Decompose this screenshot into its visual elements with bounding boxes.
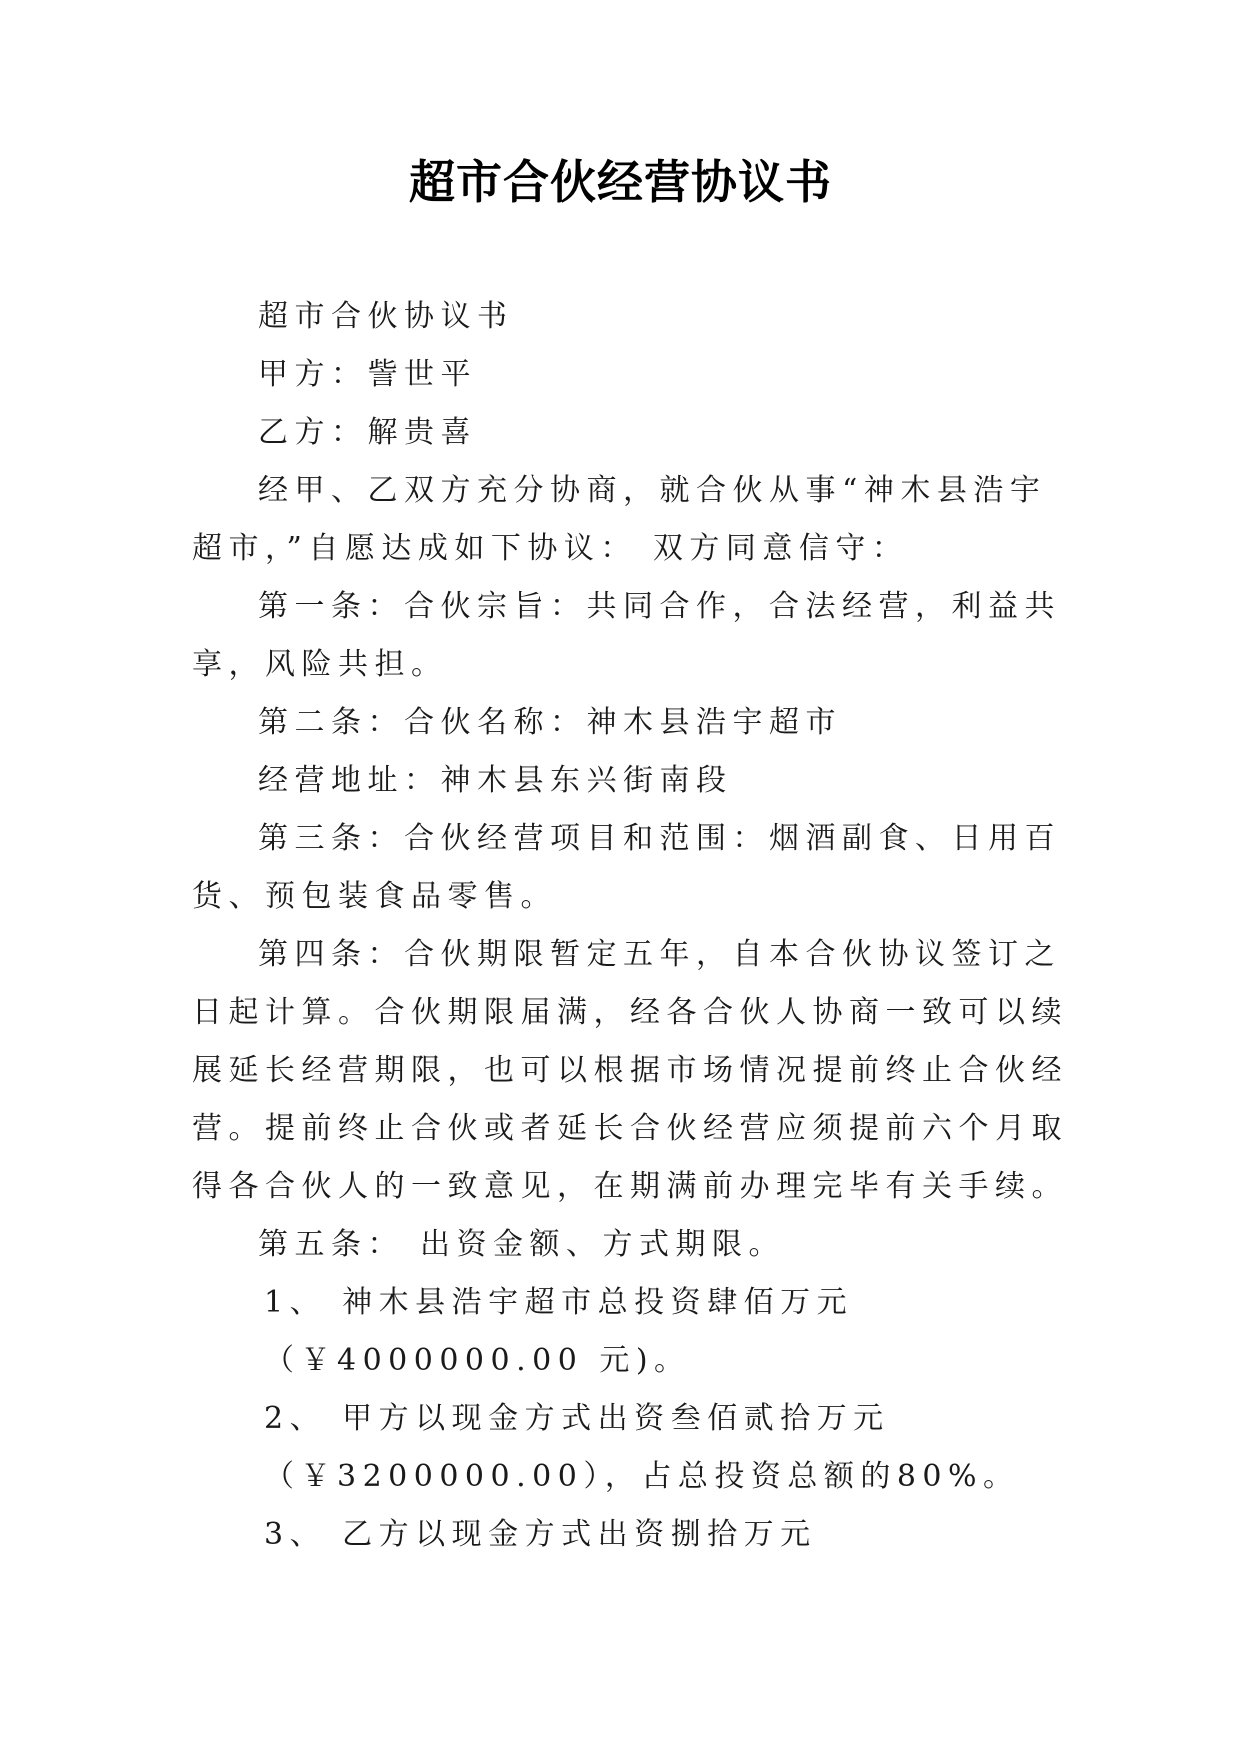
paragraph-party-a: 甲方：訾世平 <box>258 357 477 392</box>
paragraph-preamble: 经甲、乙双方充分协商，就合伙从事“神木县浩宇超市，”自愿达成如下协议： 双方同意信守： <box>192 473 1047 566</box>
list-item-1: 1、 神木县浩宇超市总投资肆佰万元 <box>264 1285 854 1320</box>
paragraph-party-b: 乙方：解贵喜 <box>258 415 477 450</box>
paragraph-address: 经营地址：神木县东兴街南段 <box>258 763 733 798</box>
list-item-3: 3、 乙方以现金方式出资捌拾万元 <box>264 1517 817 1552</box>
list-item-1-amount: （￥4000000.00 元)。 <box>264 1343 691 1378</box>
paragraph-article-1: 第一条：合伙宗旨：共同合作，合法经营，利益共享，风险共担。 <box>192 589 1061 682</box>
paragraph-article-3: 第三条：合伙经营项目和范围：烟酒副食、日用百货、预包装食品零售。 <box>192 821 1061 914</box>
document-body <box>192 288 1072 1564</box>
paragraph-article-2: 第二条：合伙名称：神木县浩宇超市 <box>258 705 842 740</box>
list-item-2-amount: （￥3200000.00），占总投资总额的80%。 <box>264 1459 1020 1494</box>
list-item-2: 2、 甲方以现金方式出资叁佰贰拾万元 <box>264 1401 890 1436</box>
document-title: 超市合伙经营协议书 <box>409 155 832 209</box>
paragraph-article-5: 第五条： 出资金额、方式期限。 <box>258 1227 786 1262</box>
paragraph-heading: 超市合伙协议书 <box>258 299 514 334</box>
paragraph-article-4: 第四条：合伙期限暂定五年，自本合伙协议签订之日起计算。合伙期限届满，经各合伙人协商一致可以续展延长经营期限，也可以根据市场情况提前终止合伙经营。提前终止合伙或者延长合伙经营应须提前六个月取得各合伙人的一致意见，在期满前办理完毕有关手续。 <box>192 937 1068 1204</box>
